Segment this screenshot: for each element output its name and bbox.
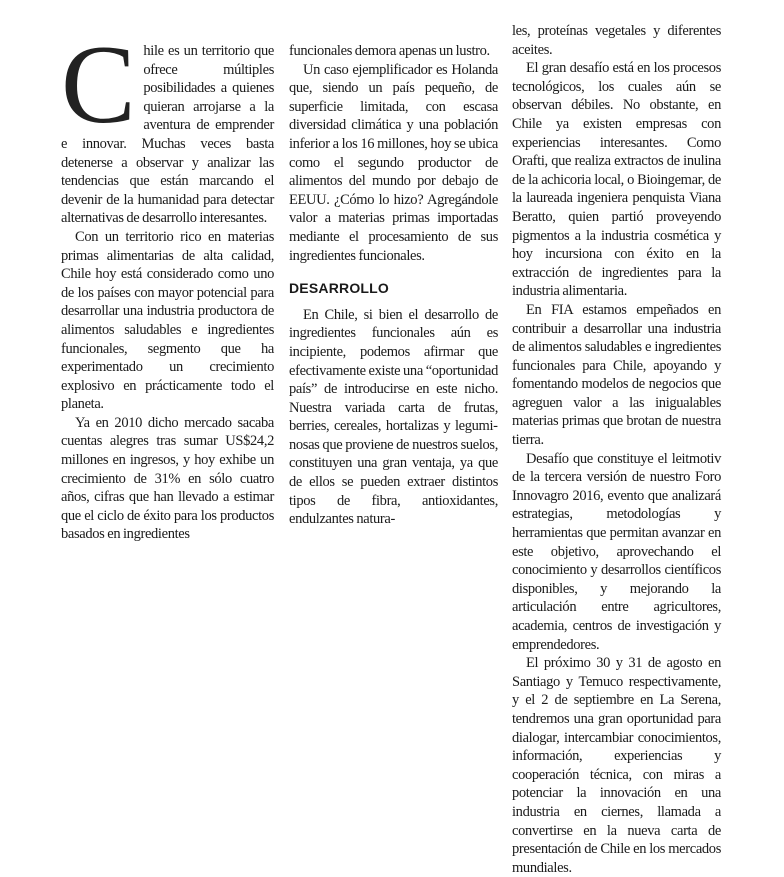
drop-cap: C — [61, 23, 136, 147]
section-subhead: DESARROLLO — [289, 280, 389, 297]
paragraph-continuation: les, proteínas vegetales y diferentes aceites. — [512, 23, 721, 58]
paragraph-continuation: funcionales demora apenas un lustro. — [289, 43, 490, 59]
article-column-2 — [289, 42, 498, 529]
paragraph: El gran desafío está en los procesos tecnológicos, los cuales aún se observan débiles. No obstante, en Chile ya existen empresas con experiencias interesantes. Como Orafti, que realiza extractos de inulina de la achicoria local, o Bioingemar, de la laureada ingeniera penquista Viana Beratto, quien partió proveyendo pigmentos a la industria cosmética y hoy incursiona con éxito en la extracción de ingredientes para la industria alimentaria. — [512, 60, 721, 300]
paragraph: Ya en 2010 dicho mercado sacaba cuentas alegres tras sumar US$24,2 millones en ingresos, y hoy exhibe un crecimiento de 31% en sólo cuatro años, cifras que han llevado a estimar que el ciclo de éxito para los productos basados en ingredientes — [61, 414, 274, 543]
paragraph: Con un territorio rico en materias primas alimentarias de alta calidad, Chile hoy está considerado como uno de los países con mayor potencial para desarrollar una industria productora de alimentos saludables e ingredientes funcionales, segmento que ha experimentado un crecimiento explosivo en prácticamente todo el planeta. — [61, 228, 274, 413]
paragraph: En Chile, si bien el desarrollo de ingredientes funcionales aún es incipiente, podemos afirmar que efectivamente existe una “oportunidad país” de introducirse en este nicho. Nuestra variada carta de frutas, berries, cereales, hortalizas y leguminosas que proviene de nuestros suelos, constituyen una gran ventaja, ya que de ellos se pueden extraer distintos tipos de fibra, antioxidantes, endulzantes natura- — [289, 306, 498, 528]
lead-paragraph-text: hile es un territorio que ofrece múltiples posibilidades a quienes quieran arrojarse a la aventura de emprender e innovar. Muchas veces basta detenerse a observar y analizar las tendencias que están marcando el devenir de la humanidad para detectar alternativas de desarrollo interesantes. — [61, 43, 274, 227]
article-column-3 — [512, 22, 721, 877]
paragraph: El próximo 30 y 31 de agosto en Santiago y Temuco respectivamente, y el 2 de septiembre en La Serena, tendremos una gran oportunidad para dialogar, intercambiar conocimientos, información, experiencias y cooperación técnica, con miras a potenciar la innovación en una industria en ciernes, llamada a convertirse en la nueva carta de presentación de Chile en los mercados mundiales. — [512, 655, 721, 876]
paragraph: Un caso ejemplificador es Holanda que, siendo un país pequeño, de superficie limitada, con escasa diversidad climática y una población inferior a los 16 millones, hoy se ubica como el segundo productor de alimentos del mundo por debajo de EEUU. ¿Cómo lo hizo? Agregándole valor a materias primas importadas mediante el procesamiento de sus ingredientes funcionales. — [289, 61, 498, 264]
paragraph: En FIA estamos empeñados en contribuir a desarrollar una industria de alimentos saludables e ingredientes funcionales para Chile, apoyando y fomentando modelos de negocios que agreguen valor a las inigualables materias primas que brotan de nuestra tierra. — [512, 301, 721, 449]
lead-paragraph — [61, 23, 274, 228]
paragraph: Desafío que constituye el leitmotiv de la tercera versión de nuestro Foro Innovagro 2016, evento que analizará estrategias, metodologías y herramientas que permitan avanzar en este objetivo, aprovechando el conocimiento y desarrollos científicos disponibles, y mejorando la articulación entre agricultores, academia, centros de investigación y emprendedores. — [512, 450, 721, 653]
article-column-1 — [61, 23, 274, 544]
section-kicker — [340, 2, 480, 22]
